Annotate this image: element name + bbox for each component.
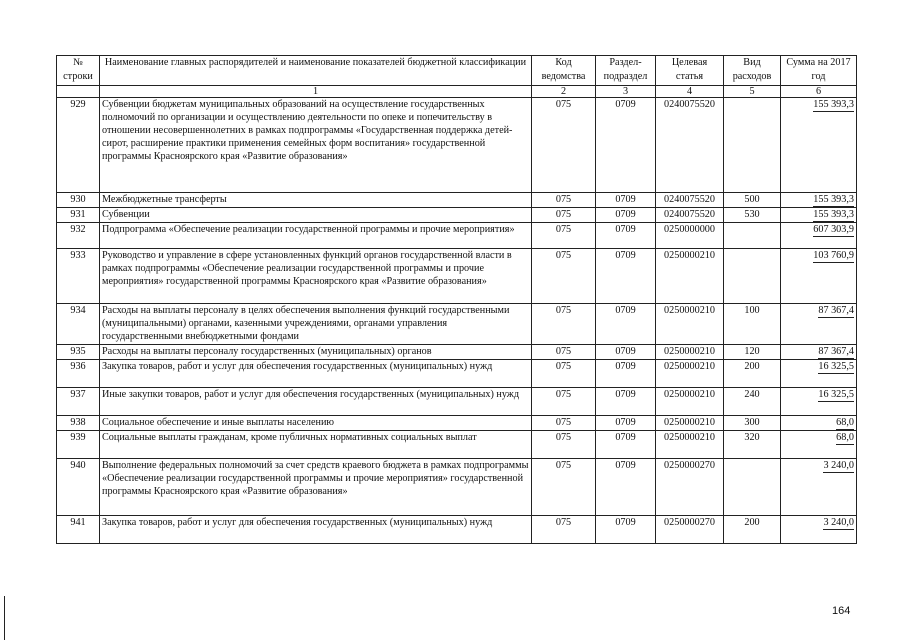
row-name-cell: Руководство и управление в сфере установленных функций органов государственной власти в рамках подпрограммы «Обеспечение реализации государственной программы и прочие мероприятия» государственной программы Красноярского края «Развитие образования» — [100, 249, 532, 304]
row-expense-type-cell: 120 — [724, 345, 781, 360]
row-name-cell: Иные закупки товаров, работ и услуг для обеспечения государственных (муниципальных) нужд — [100, 388, 532, 416]
amount-value: 103 760,9 — [813, 250, 854, 261]
row-number-cell: 938 — [57, 416, 100, 431]
row-target-cell: 0240075520 — [656, 193, 724, 208]
amount-value: 87 367,4 — [818, 305, 854, 316]
row-expense-type-cell: 530 — [724, 208, 781, 223]
header-name: Наименование главных распорядителей и наименование показателей бюджетной классификации — [100, 56, 532, 86]
row-amount-cell — [781, 431, 857, 459]
row-section-cell: 0709 — [596, 388, 656, 416]
table-row — [57, 360, 857, 388]
row-dept-code-cell: 075 — [532, 193, 596, 208]
row-number-cell: 934 — [57, 304, 100, 345]
table-row — [57, 431, 857, 459]
table-header-row — [57, 56, 857, 86]
row-dept-code-cell: 075 — [532, 345, 596, 360]
row-dept-code-cell: 075 — [532, 98, 596, 193]
row-name-cell: Субвенции бюджетам муниципальных образований на осуществление государственных полномочий по организации и осуществлению деятельности по опеке и попечительству в отношении несовершеннолетних в рамках подпрограммы «Государственная поддержка детей-сирот, расширение практики применения семейных форм воспитания» государственной программы Красноярского края «Развитие образования» — [100, 98, 532, 193]
row-target-cell: 0240075520 — [656, 98, 724, 193]
table-row — [57, 388, 857, 416]
row-expense-type-cell — [724, 249, 781, 304]
table-row — [57, 223, 857, 249]
header-line-no: № строки — [57, 56, 100, 86]
amount-value: 3 240,0 — [823, 460, 854, 471]
row-name-cell: Выполнение федеральных полномочий за счет средств краевого бюджета в рамках подпрограммы «Обеспечение реализации государственной программы и прочие мероприятия» государственной программы Красноярского края «Развитие образования» — [100, 459, 532, 516]
index-cell: 4 — [656, 86, 724, 98]
row-expense-type-cell: 500 — [724, 193, 781, 208]
row-number-cell: 935 — [57, 345, 100, 360]
amount-value: 16 325,5 — [818, 361, 854, 372]
row-section-cell: 0709 — [596, 304, 656, 345]
amount-value: 155 393,3 — [813, 209, 854, 220]
row-expense-type-cell: 200 — [724, 516, 781, 544]
row-number-cell: 940 — [57, 459, 100, 516]
amount-value: 155 393,3 — [813, 194, 854, 205]
table-row — [57, 304, 857, 345]
table-row — [57, 516, 857, 544]
row-expense-type-cell — [724, 459, 781, 516]
row-amount-cell — [781, 360, 857, 388]
row-expense-type-cell: 200 — [724, 360, 781, 388]
row-dept-code-cell: 075 — [532, 304, 596, 345]
row-section-cell: 0709 — [596, 193, 656, 208]
header-section: Раздел-подраздел — [596, 56, 656, 86]
amount-value: 16 325,5 — [818, 389, 854, 400]
row-name-cell: Расходы на выплаты персоналу государственных (муниципальных) органов — [100, 345, 532, 360]
table-row — [57, 459, 857, 516]
row-section-cell: 0709 — [596, 431, 656, 459]
row-section-cell: 0709 — [596, 249, 656, 304]
row-dept-code-cell: 075 — [532, 459, 596, 516]
row-dept-code-cell: 075 — [532, 388, 596, 416]
index-cell: 5 — [724, 86, 781, 98]
row-amount-cell — [781, 98, 857, 193]
row-amount-cell — [781, 304, 857, 345]
table-row — [57, 345, 857, 360]
row-section-cell: 0709 — [596, 416, 656, 431]
amount-value: 3 240,0 — [823, 517, 854, 528]
row-amount-cell — [781, 193, 857, 208]
row-target-cell: 0250000210 — [656, 360, 724, 388]
row-amount-cell — [781, 459, 857, 516]
index-cell — [57, 86, 100, 98]
row-name-cell: Субвенции — [100, 208, 532, 223]
row-name-cell: Расходы на выплаты персоналу в целях обеспечения выполнения функций государственными (муниципальными) органами, казенными учреждениями, органами управления государственными внебюджетными фондами — [100, 304, 532, 345]
row-name-cell: Межбюджетные трансферты — [100, 193, 532, 208]
row-target-cell: 0250000210 — [656, 416, 724, 431]
table-row — [57, 98, 857, 193]
row-dept-code-cell: 075 — [532, 431, 596, 459]
row-amount-cell — [781, 223, 857, 249]
header-expense-type: Вид расходов — [724, 56, 781, 86]
amount-value: 68,0 — [836, 432, 854, 443]
amount-value: 607 303,9 — [813, 224, 854, 235]
index-cell: 6 — [781, 86, 857, 98]
budget-table — [56, 55, 857, 544]
row-dept-code-cell: 075 — [532, 360, 596, 388]
row-number-cell: 933 — [57, 249, 100, 304]
header-dept-code: Код ведомства — [532, 56, 596, 86]
index-cell: 2 — [532, 86, 596, 98]
amount-value: 155 393,3 — [813, 99, 854, 110]
row-target-cell: 0250000000 — [656, 223, 724, 249]
row-amount-cell — [781, 516, 857, 544]
row-number-cell: 939 — [57, 431, 100, 459]
row-name-cell: Закупка товаров, работ и услуг для обеспечения государственных (муниципальных) нужд — [100, 516, 532, 544]
row-amount-cell — [781, 249, 857, 304]
row-name-cell: Закупка товаров, работ и услуг для обеспечения государственных (муниципальных) нужд — [100, 360, 532, 388]
row-amount-cell — [781, 388, 857, 416]
row-number-cell: 937 — [57, 388, 100, 416]
page-number: 164 — [832, 605, 851, 617]
header-amount: Сумма на 2017 год — [781, 56, 857, 86]
row-expense-type-cell: 300 — [724, 416, 781, 431]
row-target-cell: 0250000210 — [656, 388, 724, 416]
column-index-row — [57, 86, 857, 98]
table-row — [57, 193, 857, 208]
row-section-cell: 0709 — [596, 208, 656, 223]
row-amount-cell — [781, 345, 857, 360]
row-section-cell: 0709 — [596, 223, 656, 249]
row-number-cell: 929 — [57, 98, 100, 193]
table-row — [57, 416, 857, 431]
row-expense-type-cell: 240 — [724, 388, 781, 416]
row-target-cell: 0250000210 — [656, 249, 724, 304]
row-section-cell: 0709 — [596, 459, 656, 516]
row-name-cell: Социальные выплаты гражданам, кроме публичных нормативных социальных выплат — [100, 431, 532, 459]
row-number-cell: 941 — [57, 516, 100, 544]
row-expense-type-cell — [724, 223, 781, 249]
row-expense-type-cell: 100 — [724, 304, 781, 345]
table-row — [57, 208, 857, 223]
amount-value: 87 367,4 — [818, 346, 854, 357]
row-number-cell: 931 — [57, 208, 100, 223]
row-expense-type-cell — [724, 98, 781, 193]
row-dept-code-cell: 075 — [532, 516, 596, 544]
index-cell: 1 — [100, 86, 532, 98]
row-section-cell: 0709 — [596, 516, 656, 544]
header-target: Целевая статья — [656, 56, 724, 86]
amount-value: 68,0 — [836, 417, 854, 428]
row-section-cell: 0709 — [596, 345, 656, 360]
index-cell: 3 — [596, 86, 656, 98]
row-dept-code-cell: 075 — [532, 208, 596, 223]
row-expense-type-cell: 320 — [724, 431, 781, 459]
row-name-cell: Подпрограмма «Обеспечение реализации государственной программы и прочие мероприятия» — [100, 223, 532, 249]
row-number-cell: 932 — [57, 223, 100, 249]
row-dept-code-cell: 075 — [532, 416, 596, 431]
row-amount-cell — [781, 416, 857, 431]
row-target-cell: 0250000210 — [656, 431, 724, 459]
table-row — [57, 249, 857, 304]
row-target-cell: 0250000270 — [656, 459, 724, 516]
scan-edge-mark — [4, 596, 5, 640]
row-name-cell: Социальное обеспечение и иные выплаты населению — [100, 416, 532, 431]
row-dept-code-cell: 075 — [532, 249, 596, 304]
row-target-cell: 0240075520 — [656, 208, 724, 223]
row-section-cell: 0709 — [596, 98, 656, 193]
row-dept-code-cell: 075 — [532, 223, 596, 249]
row-number-cell: 936 — [57, 360, 100, 388]
row-target-cell: 0250000270 — [656, 516, 724, 544]
row-target-cell: 0250000210 — [656, 304, 724, 345]
row-amount-cell — [781, 208, 857, 223]
row-target-cell: 0250000210 — [656, 345, 724, 360]
row-section-cell: 0709 — [596, 360, 656, 388]
row-number-cell: 930 — [57, 193, 100, 208]
